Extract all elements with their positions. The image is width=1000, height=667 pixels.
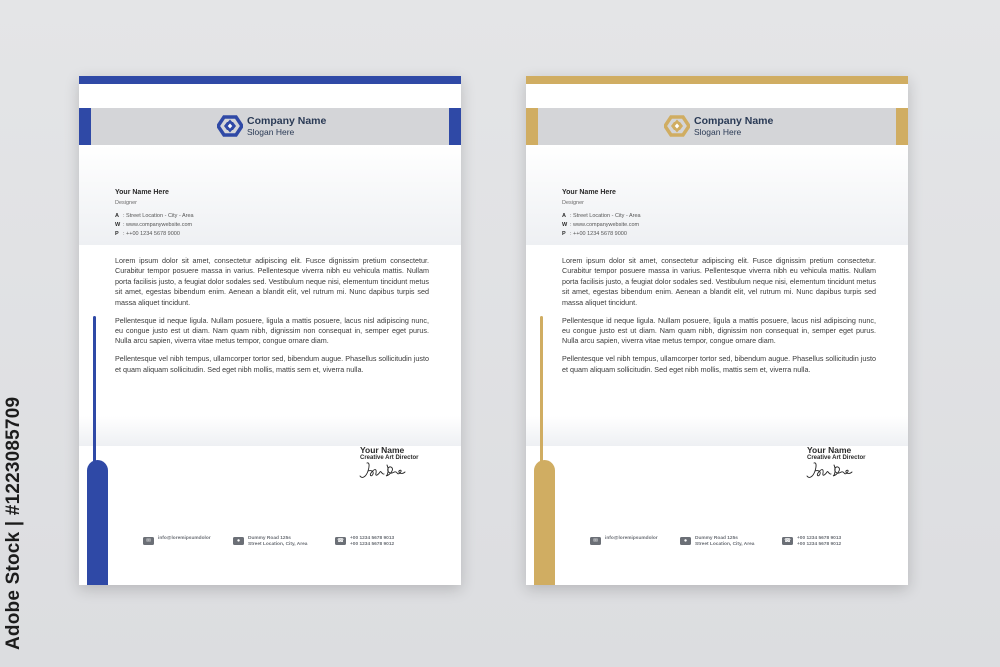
phone-icon: ☎ [782, 537, 793, 545]
phone-line [115, 231, 180, 237]
signer-name: Your Name [807, 445, 852, 455]
location-pin-icon: ● [233, 537, 244, 545]
footer-contacts [590, 536, 890, 556]
website-value: : www.companywebsite.com [123, 222, 193, 228]
footer-phone-line1: +00 1234 5678 9013 [797, 536, 842, 541]
address-line [115, 213, 194, 219]
slogan: Slogan Here [694, 127, 742, 137]
top-accent-line [526, 76, 908, 84]
location-pin-icon: ● [680, 537, 691, 545]
footer-address-line2: Street Location, City, Area [695, 542, 755, 547]
phone-line [562, 231, 627, 237]
letter-body [562, 256, 876, 383]
address-value: : Street Location - City - Area [123, 213, 194, 219]
sender-role: Designer [115, 200, 138, 206]
left-accent-drop [534, 460, 555, 585]
footer-email-text: info@loremipsumdolor [158, 536, 211, 541]
footer-phone-line2: +00 1234 5678 9012 [797, 542, 842, 547]
company-logo-block [526, 113, 908, 141]
website-value: : www.companywebsite.com [570, 222, 640, 228]
footer-email [590, 536, 658, 545]
address-line [562, 213, 641, 219]
address-label: A [562, 213, 566, 219]
phone-label: P [562, 231, 566, 237]
paragraph: Pellentesque vel nibh tempus, ullamcorper tortor sed, bibendum augue. Phasellus sollicitudin justo et quam aliquam sollicitudin. Sed eget nibh mollis, mattis sem et, viverra nulla. [115, 354, 429, 374]
company-name: Company Name [247, 115, 327, 127]
paragraph: Pellentesque id neque ligula. Nullam posuere, ligula a mattis posuere, lacus nisl adipiscing nunc, eu congue justo est ut diam. Nam quam nibh, dignissim non consequat in, semper eget purus. Nulla arcu sapien, viverra vitae metus tempor, congue ornare diam. [562, 315, 876, 346]
sender-role: Designer [562, 200, 585, 206]
lower-band [79, 416, 461, 446]
letter-body [115, 256, 429, 383]
address-label: A [115, 213, 119, 219]
footer-phone [335, 536, 394, 548]
address-value: : Street Location - City - Area [570, 213, 641, 219]
footer-address-text [248, 536, 307, 548]
footer-phone-line2: +00 1234 5678 9012 [350, 542, 395, 547]
footer-address [680, 536, 754, 548]
signer-title: Creative Art Director [807, 455, 866, 461]
footer-email [143, 536, 211, 545]
stock-credit-text: Adobe Stock | #1223085709 [3, 396, 24, 650]
mail-icon: ✉ [143, 537, 154, 545]
paragraph: Lorem ipsum dolor sit amet, consectetur adipiscing elit. Fusce dignissim pretium consectetur. Curabitur tempor posuere massa in varius. Pellentesque viverra nibh eu vehicula mattis. Nullam porta facilisis justo, a feugiat dolor sodales sed. Vestibulum neque nisi, elementum tincidunt metus sit amet, egestas bibendum enim. Aenean a blandit elit, vel rutrum mi. Nunc dapibus turpis sed massa aliquet tincidunt. [562, 256, 876, 307]
top-accent-line [79, 76, 461, 84]
phone-label: P [115, 231, 119, 237]
website-label: W [562, 222, 568, 228]
hexagon-logo-icon [664, 115, 690, 137]
left-accent-drop [87, 460, 108, 585]
footer-email-text: info@loremipsumdolor [605, 536, 658, 541]
phone-value: : ++00 1234 5678 9000 [570, 231, 627, 237]
footer-address-line2: Street Location, City, Area [248, 542, 308, 547]
footer-contacts [143, 536, 443, 556]
footer-phone-text [350, 536, 394, 548]
paragraph: Lorem ipsum dolor sit amet, consectetur adipiscing elit. Fusce dignissim pretium consectetur. Curabitur tempor posuere massa in varius. Pellentesque viverra nibh eu vehicula mattis. Nullam porta facilisis justo, a feugiat dolor sodales sed. Vestibulum neque nisi, elementum tincidunt metus sit amet, egestas bibendum enim. Aenean a blandit elit, vel rutrum mi. Nunc dapibus turpis sed massa aliquet tincidunt. [115, 256, 429, 307]
website-line [115, 222, 192, 228]
signature-mark [804, 459, 856, 485]
signer-title: Creative Art Director [360, 455, 419, 461]
footer-address [233, 536, 307, 548]
phone-value: : ++00 1234 5678 9000 [123, 231, 180, 237]
sender-name: Your Name Here [115, 189, 169, 196]
letterhead-sheet-blue [79, 76, 461, 585]
company-logo-block [79, 113, 461, 141]
slogan: Slogan Here [247, 127, 295, 137]
signature-mark [357, 459, 409, 485]
footer-address-text [695, 536, 754, 548]
hexagon-logo-icon [217, 115, 243, 137]
sender-name: Your Name Here [562, 189, 616, 196]
left-accent-stem [540, 316, 543, 466]
signer-name: Your Name [360, 445, 405, 455]
phone-icon: ☎ [335, 537, 346, 545]
website-label: W [115, 222, 121, 228]
company-name: Company Name [694, 115, 774, 127]
footer-phone-line1: +00 1234 5678 9013 [350, 536, 395, 541]
mail-icon: ✉ [590, 537, 601, 545]
paragraph: Pellentesque id neque ligula. Nullam posuere, ligula a mattis posuere, lacus nisl adipiscing nunc, eu congue justo est ut diam. Nam quam nibh, dignissim non consequat in, semper eget purus. Nulla arcu sapien, viverra vitae metus tempor, congue ornare diam. [115, 315, 429, 346]
footer-address-line1: Dummy Road 125s [695, 536, 738, 541]
left-accent-stem [93, 316, 96, 466]
footer-phone-text [797, 536, 841, 548]
paragraph: Pellentesque vel nibh tempus, ullamcorper tortor sed, bibendum augue. Phasellus sollicitudin justo et quam aliquam sollicitudin. Sed eget nibh mollis, mattis sem et, viverra nulla. [562, 354, 876, 374]
letterhead-sheet-gold [526, 76, 908, 585]
footer-address-line1: Dummy Road 125s [248, 536, 291, 541]
footer-phone [782, 536, 841, 548]
website-line [562, 222, 639, 228]
lower-band [526, 416, 908, 446]
